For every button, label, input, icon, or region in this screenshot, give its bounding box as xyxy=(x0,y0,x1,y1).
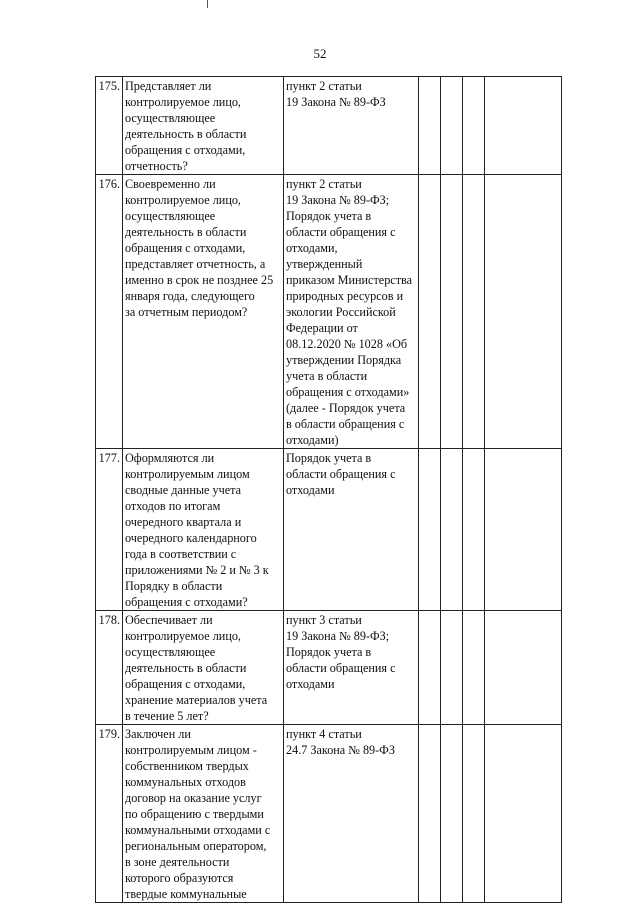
answer-no-cell xyxy=(441,175,463,449)
table-row xyxy=(96,611,562,725)
answer-na-cell xyxy=(463,77,485,175)
question-cell: Представляет ли контролируемое лицо, осуществляющее деятельность в области обращения с отходами, отчетность? xyxy=(123,77,284,175)
answer-na-cell xyxy=(463,449,485,611)
notes-cell xyxy=(485,449,562,611)
answer-no-cell xyxy=(441,449,463,611)
row-number: 176. xyxy=(96,175,123,449)
notes-cell xyxy=(485,725,562,903)
table-row xyxy=(96,449,562,611)
table-row xyxy=(96,725,562,903)
law-reference-cell: пункт 2 статьи 19 Закона № 89-ФЗ xyxy=(284,77,419,175)
answer-yes-cell xyxy=(419,77,441,175)
answer-yes-cell xyxy=(419,175,441,449)
row-number: 178. xyxy=(96,611,123,725)
notes-cell xyxy=(485,611,562,725)
row-number: 179. xyxy=(96,725,123,903)
answer-yes-cell xyxy=(419,449,441,611)
law-reference-cell: пункт 3 статьи 19 Закона № 89-ФЗ; Порядок учета в области обращения с отходами xyxy=(284,611,419,725)
question-cell: Заключен ли контролируемым лицом - собственником твердых коммунальных отходов договор на оказание услуг по обращению с твердыми коммунальными отходами с региональным оператором, в зоне деятельности которого образуются твердые коммунальные xyxy=(123,725,284,903)
answer-no-cell xyxy=(441,77,463,175)
notes-cell xyxy=(485,77,562,175)
answer-yes-cell xyxy=(419,611,441,725)
law-reference-cell: пункт 4 статьи 24.7 Закона № 89-ФЗ xyxy=(284,725,419,903)
question-cell: Своевременно ли контролируемое лицо, осуществляющее деятельность в области обращения с отходами, представляет отчетность, а именно в срок не позднее 25 января года, следующего за отчетным периодом? xyxy=(123,175,284,449)
answer-na-cell xyxy=(463,611,485,725)
answer-no-cell xyxy=(441,611,463,725)
table-row xyxy=(96,77,562,175)
page-number: 52 xyxy=(313,46,327,61)
row-number: 177. xyxy=(96,449,123,611)
answer-na-cell xyxy=(463,725,485,903)
law-reference-cell: пункт 2 статьи 19 Закона № 89-ФЗ; Порядок учета в области обращения с отходами, утвержденный приказом Министерства природных ресурсов и экологии Российской Федерации от 08.12.2020 № 1028 «Об утверждении Порядка учета в области обращения с отходами» (далее - Порядок учета в области обращения с отходами) xyxy=(284,175,419,449)
law-reference-cell: Порядок учета в области обращения с отходами xyxy=(284,449,419,611)
table-row xyxy=(96,175,562,449)
row-number: 175. xyxy=(96,77,123,175)
answer-na-cell xyxy=(463,175,485,449)
question-cell: Оформляются ли контролируемым лицом сводные данные учета отходов по итогам очередного квартала и очередного календарного года в соответствии с приложениями № 2 и № 3 к Порядку в области обращения с отходами? xyxy=(123,449,284,611)
answer-no-cell xyxy=(441,725,463,903)
answer-yes-cell xyxy=(419,725,441,903)
scan-mark xyxy=(207,0,208,8)
notes-cell xyxy=(485,175,562,449)
checklist-table xyxy=(95,76,562,903)
question-cell: Обеспечивает ли контролируемое лицо, осуществляющее деятельность в области обращения с отходами, хранение материалов учета в течение 5 лет? xyxy=(123,611,284,725)
